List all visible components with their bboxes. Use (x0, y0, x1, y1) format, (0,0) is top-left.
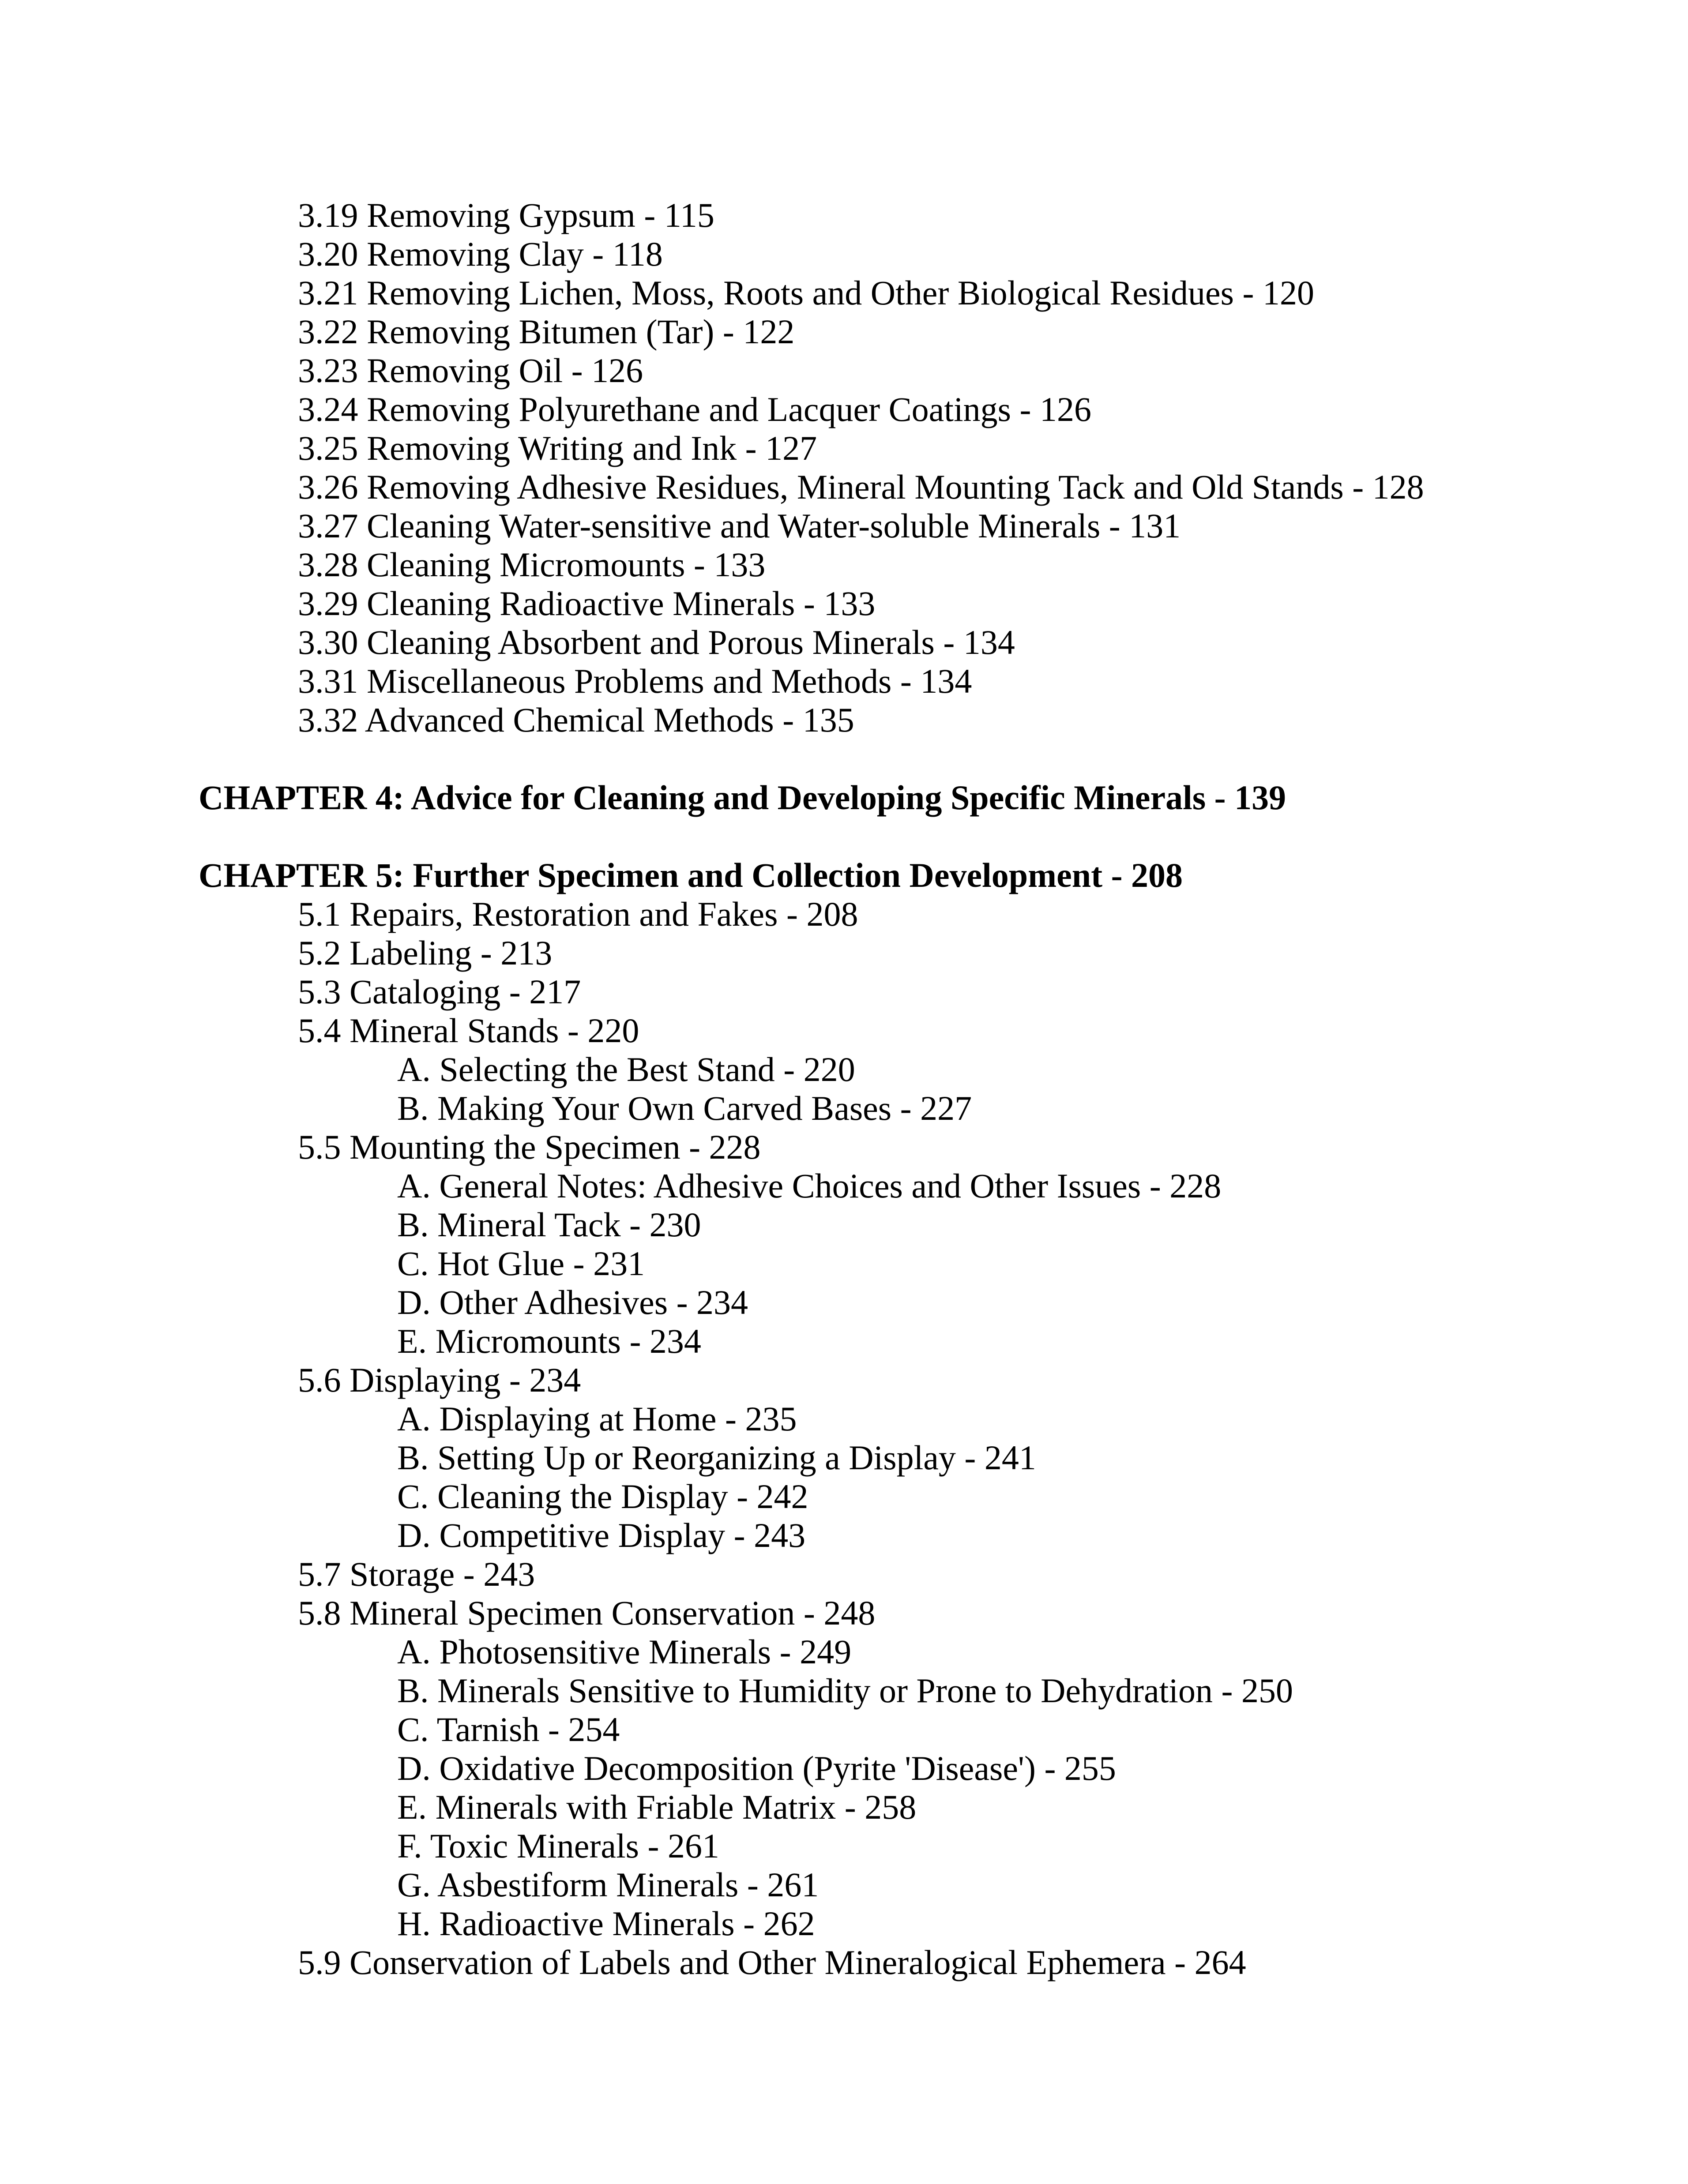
toc-line: G. Asbestiform Minerals - 261 (397, 1865, 819, 1904)
toc-line: 5.1 Repairs, Restoration and Fakes - 208 (298, 895, 858, 933)
toc-line: 5.9 Conservation of Labels and Other Mineralogical Ephemera - 264 (298, 1943, 1246, 1981)
toc-line: 3.27 Cleaning Water-sensitive and Water-soluble Minerals - 131 (298, 507, 1181, 545)
toc-line: B. Making Your Own Carved Bases - 227 (397, 1089, 972, 1127)
toc-line: 5.8 Mineral Specimen Conservation - 248 (298, 1594, 876, 1632)
toc-line: 3.22 Removing Bitumen (Tar) - 122 (298, 312, 795, 351)
toc-line: A. Selecting the Best Stand - 220 (397, 1050, 855, 1088)
toc-line: A. Photosensitive Minerals - 249 (397, 1632, 852, 1671)
toc-line: C. Cleaning the Display - 242 (397, 1477, 808, 1516)
toc-line: B. Setting Up or Reorganizing a Display - 241 (397, 1438, 1036, 1477)
toc-line: D. Other Adhesives - 234 (397, 1283, 748, 1321)
toc-line: H. Radioactive Minerals - 262 (397, 1904, 815, 1943)
toc-line: 3.25 Removing Writing and Ink - 127 (298, 429, 817, 467)
toc-line: E. Minerals with Friable Matrix - 258 (397, 1788, 917, 1826)
toc-line: 3.24 Removing Polyurethane and Lacquer Coatings - 126 (298, 390, 1091, 428)
toc-chapter-heading: CHAPTER 5: Further Specimen and Collection Development - 208 (199, 856, 1183, 894)
toc-line: 5.2 Labeling - 213 (298, 934, 553, 972)
toc-line: 3.29 Cleaning Radioactive Minerals - 133 (298, 584, 876, 623)
toc-line: A. General Notes: Adhesive Choices and Other Issues - 228 (397, 1167, 1222, 1205)
toc-line: 3.32 Advanced Chemical Methods - 135 (298, 701, 854, 739)
toc-line: B. Minerals Sensitive to Humidity or Prone to Dehydration - 250 (397, 1671, 1293, 1710)
toc-line: 3.19 Removing Gypsum - 115 (298, 196, 714, 234)
toc-line: E. Micromounts - 234 (397, 1322, 701, 1360)
toc-line: A. Displaying at Home - 235 (397, 1400, 797, 1438)
toc-chapter-heading: CHAPTER 4: Advice for Cleaning and Developing Specific Minerals - 139 (199, 778, 1286, 817)
toc-line: 3.28 Cleaning Micromounts - 133 (298, 545, 766, 584)
toc-line: 3.26 Removing Adhesive Residues, Mineral Mounting Tack and Old Stands - 128 (298, 468, 1424, 506)
toc-line: C. Tarnish - 254 (397, 1710, 620, 1749)
toc-line: 5.7 Storage - 243 (298, 1555, 535, 1593)
toc-line: C. Hot Glue - 231 (397, 1244, 645, 1283)
toc-line: 3.31 Miscellaneous Problems and Methods - 134 (298, 662, 972, 700)
toc-line: D. Oxidative Decomposition (Pyrite 'Disease') - 255 (397, 1749, 1116, 1787)
toc-line: 5.6 Displaying - 234 (298, 1361, 581, 1399)
toc-line: 5.4 Mineral Stands - 220 (298, 1011, 639, 1050)
toc-line: F. Toxic Minerals - 261 (397, 1827, 719, 1865)
toc-line: 5.5 Mounting the Specimen - 228 (298, 1128, 761, 1166)
toc-line: 3.23 Removing Oil - 126 (298, 351, 643, 390)
toc-line: B. Mineral Tack - 230 (397, 1205, 701, 1244)
toc-line: 3.30 Cleaning Absorbent and Porous Minerals - 134 (298, 623, 1015, 661)
toc-line: D. Competitive Display - 243 (397, 1516, 806, 1554)
toc-line: 3.20 Removing Clay - 118 (298, 235, 663, 273)
toc-line: 3.21 Removing Lichen, Moss, Roots and Other Biological Residues - 120 (298, 274, 1314, 312)
toc-line: 5.3 Cataloging - 217 (298, 972, 581, 1011)
